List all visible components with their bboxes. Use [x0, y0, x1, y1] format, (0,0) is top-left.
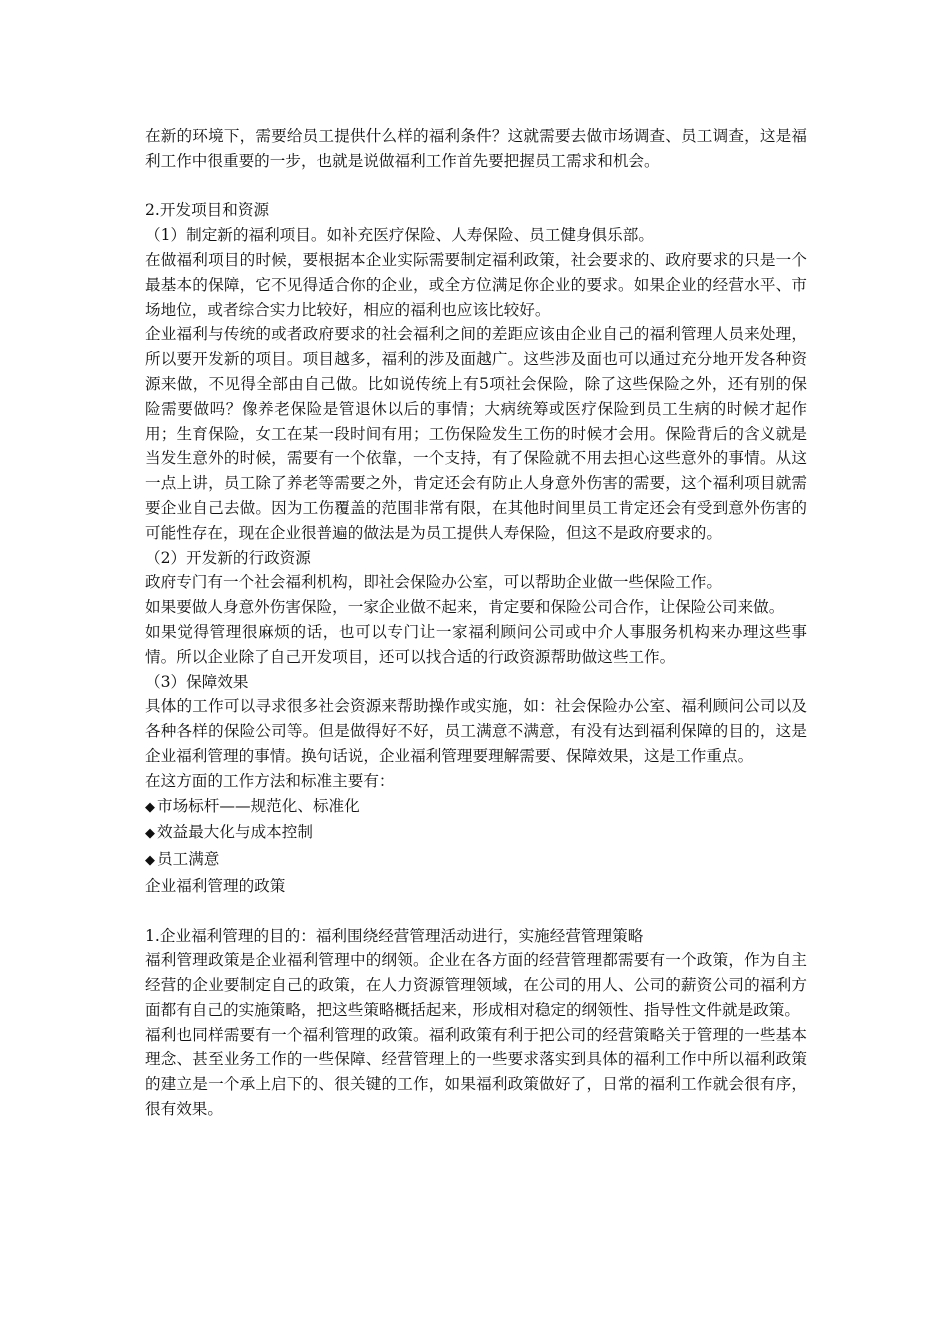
body-paragraph: 如果觉得管理很麻烦的话，也可以专门让一家福利顾问公司或中介人事服务机构来办理这些事情。所以企业除了自己开发项目，还可以找合适的行政资源帮助做这些工作。 — [145, 622, 807, 666]
body-paragraph: 在这方面的工作方法和标准主要有： — [145, 771, 395, 790]
subsection-heading: （3）保障效果 — [145, 672, 249, 691]
bullet-text: 员工满意 — [157, 850, 220, 869]
section-heading: 1.企业福利管理的目的：福利围绕经营管理活动进行，实施经营管理策略 — [145, 926, 644, 945]
body-paragraph: 如果要做人身意外伤害保险，一家企业做不起来，肯定要和保险公司合作，让保险公司来做。 — [145, 598, 785, 617]
body-paragraph: 具体的工作可以寻求很多社会资源来帮助操作或实施，如：社会保险办公室、福利顾问公司以及各种各样的保险公司等。但是做得好不好，员工满意不满意，有没有达到福利保障的目的，这是企业福利管理的事情。换句话说，企业福利管理要理解需要、保障效果，这是工作重点。 — [145, 697, 807, 765]
bullet-item — [145, 794, 807, 821]
diamond-bullet-icon: ◆ — [145, 826, 155, 842]
body-paragraph: 福利也同样需要有一个福利管理的政策。福利政策有利于把公司的经营策略关于管理的一些基本理念、甚至业务工作的一些保障、经营管理上的一些要求落实到具体的福利工作中所以福利政策的建立是一个承上启下的、很关键的工作，如果福利政策做好了，日常的福利工作就会很有序，很有效果。 — [145, 1025, 807, 1119]
bullet-text: 市场标杆——规范化、标准化 — [157, 796, 360, 815]
diamond-bullet-icon: ◆ — [145, 853, 155, 869]
intro-paragraph: 在新的环境下，需要给员工提供什么样的福利条件？这就需要去做市场调查、员工调查，这是福利工作中很重要的一步，也就是说做福利工作首先要把握员工需求和机会。 — [145, 127, 807, 170]
bullet-item — [145, 847, 807, 874]
blank-line — [145, 899, 807, 924]
subsection-heading: （1）制定新的福利项目。如补充医疗保险、人寿保险、员工健身俱乐部。 — [145, 226, 654, 245]
section-heading: 企业福利管理的政策 — [145, 876, 286, 895]
body-paragraph: 政府专门有一个社会福利机构，即社会保险办公室，可以帮助企业做一些保险工作。 — [145, 573, 722, 592]
body-paragraph: 福利管理政策是企业福利管理中的纲领。企业在各方面的经营管理都需要有一个政策，作为自主经营的企业要制定自己的政策，在人力资源管理领域，在公司的用人、公司的薪资公司的福利方面都有自己的实施策略，把这些策略概括起来，形成相对稳定的纲领性、指导性文件就是政策。 — [145, 951, 807, 1019]
subsection-heading: （2）开发新的行政资源 — [145, 548, 311, 567]
body-paragraph: 在做福利项目的时候，要根据本企业实际需要制定福利政策，社会要求的、政府要求的只是一个最基本的保障，它不见得适合你的企业，或全方位满足你企业的要求。如果企业的经营水平、市场地位，或者综合实力比较好，相应的福利也应该比较好。 — [145, 250, 807, 319]
bullet-item — [145, 820, 807, 847]
section-heading: 2.开发项目和资源 — [145, 201, 270, 220]
bullet-text: 效益最大化与成本控制 — [157, 823, 313, 842]
document-page — [145, 124, 807, 1122]
body-paragraph: 企业福利与传统的或者政府要求的社会福利之间的差距应该由企业自己的福利管理人员来处理，所以要开发新的项目。项目越多，福利的涉及面越广。这些涉及面也可以通过充分地开发各种资源来做，不见得全部由自己做。比如说传统上有5项社会保险，除了这些保险之外，还有别的保险需要做吗？像养老保险是管退休以后的事情；大病统筹或医疗保险到员工生病的时候才起作用；生育保险，女工在某一段时间有用；工伤保险发生工伤的时候才会用。保险背后的含义就是当发生意外的时候，需要有一个依靠，一个支持，有了保险就不用去担心这些意外的事情。从这一点上讲，员工除了养老等需要之外，肯定还会有防止人身意外伤害的需要，这个福利项目就需要企业自己去做。因为工伤覆盖的范围非常有限，在其他时间里员工肯定还会有受到意外伤害的可能性存在，现在企业很普遍的做法是为员工提供人寿保险，但这不是政府要求的。 — [145, 325, 807, 542]
diamond-bullet-icon: ◆ — [145, 799, 155, 815]
blank-line — [145, 174, 807, 199]
